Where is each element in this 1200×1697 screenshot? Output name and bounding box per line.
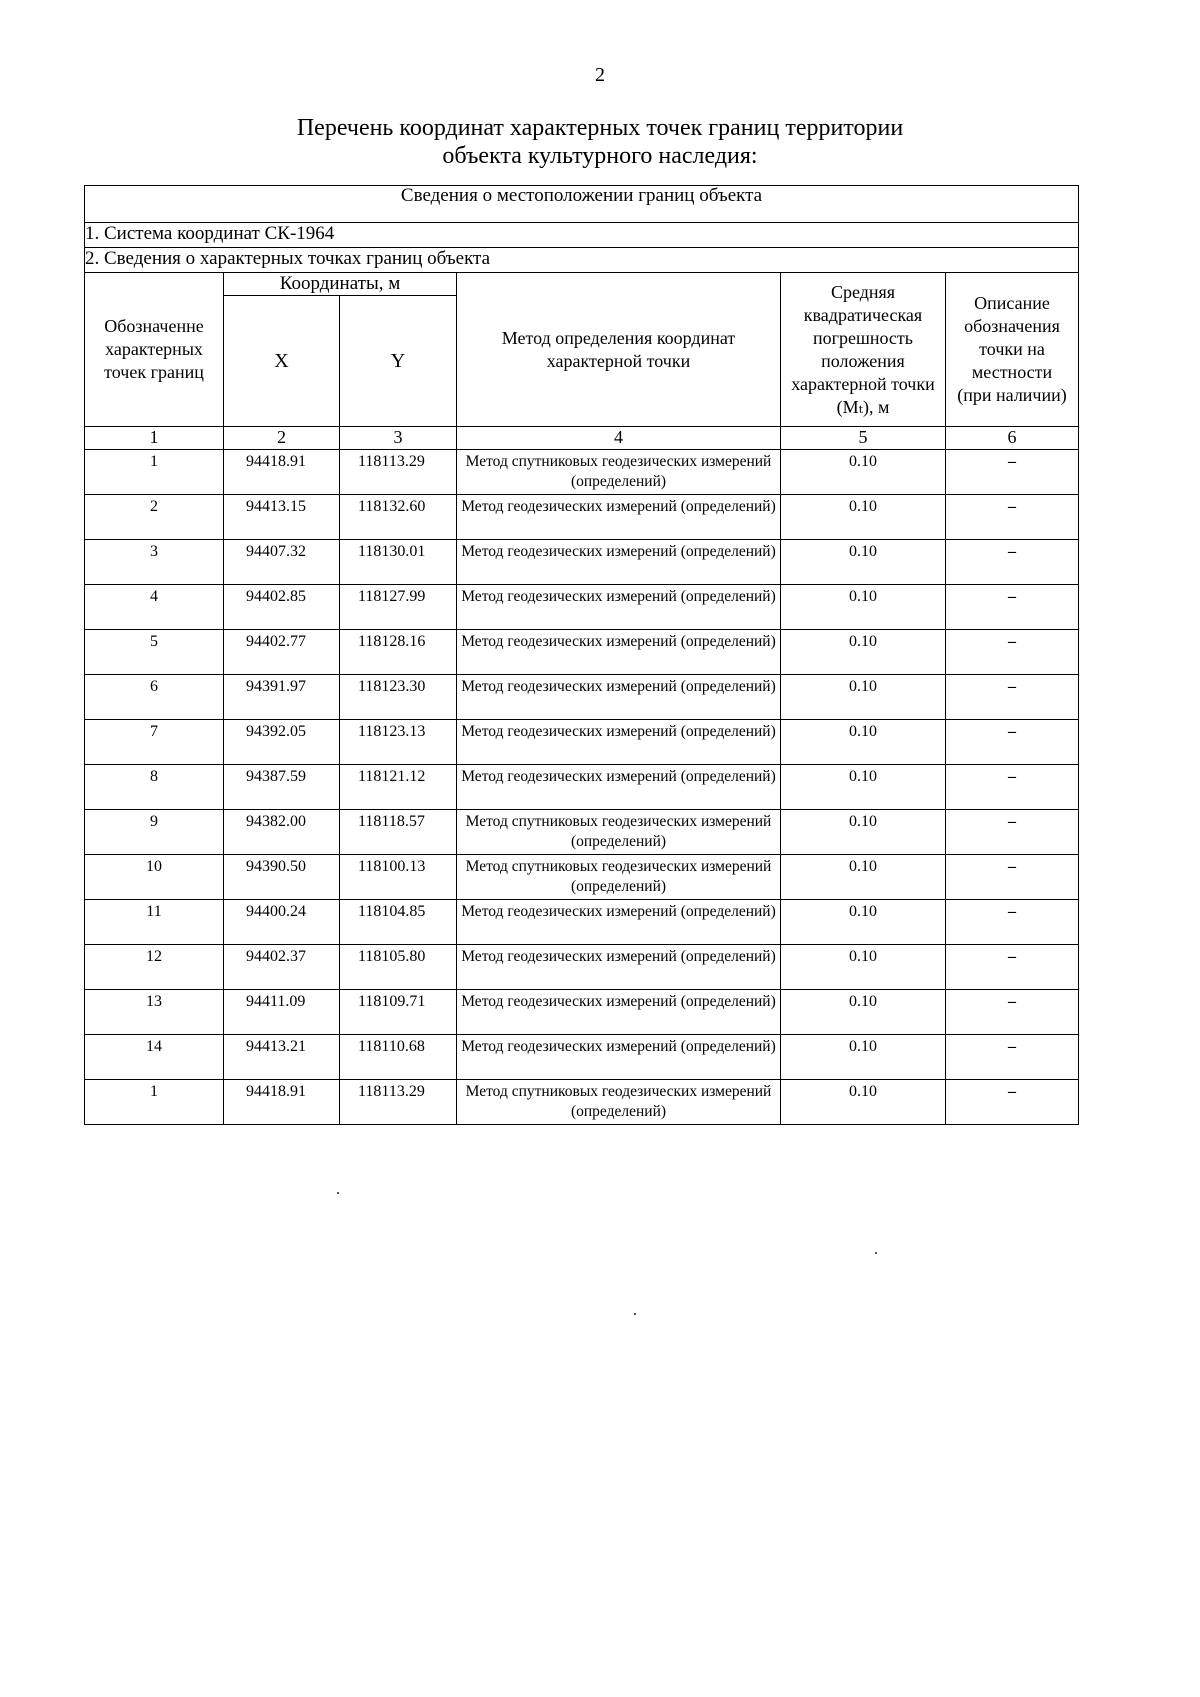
cell-y: 118121.12 [340,765,457,810]
table-row [85,720,1079,765]
header-coordinates: Координаты, м [224,273,457,296]
header-method: Метод определения координат характерной точки [457,273,781,427]
cell-error: 0.10 [781,855,946,900]
cell-error: 0.10 [781,765,946,810]
section-title: Сведения о местоположении границ объекта [85,186,1079,223]
cell-description: – [946,810,1079,855]
cell-description: – [946,540,1079,585]
cell-x: 94390.50 [224,855,340,900]
table-row [85,855,1079,900]
cell-x: 94391.97 [224,675,340,720]
cell-method: Метод геодезических измерений (определений) [457,720,781,765]
cell-description: – [946,1035,1079,1080]
column-number: 3 [340,427,457,450]
scan-speck [634,1313,636,1315]
cell-x: 94407.32 [224,540,340,585]
cell-description: – [946,855,1079,900]
cell-y: 118132.60 [340,495,457,540]
table-row [85,810,1079,855]
table-row [85,765,1079,810]
table-row [85,1035,1079,1080]
header-y: Y [340,296,457,427]
table-row [85,675,1079,720]
header-point-designation: Обозначенне характерных точек границ [85,273,224,427]
cell-point: 9 [85,810,224,855]
cell-x: 94387.59 [224,765,340,810]
scan-speck [337,1192,339,1194]
cell-method: Метод геодезических измерений (определений) [457,630,781,675]
page-number: 2 [595,64,605,86]
cell-error: 0.10 [781,675,946,720]
cell-description: – [946,675,1079,720]
table-row [85,990,1079,1035]
cell-point: 8 [85,765,224,810]
cell-y: 118113.29 [340,450,457,495]
cell-error: 0.10 [781,810,946,855]
cell-error: 0.10 [781,630,946,675]
cell-x: 94413.21 [224,1035,340,1080]
cell-x: 94400.24 [224,900,340,945]
table-row [85,540,1079,585]
cell-error: 0.10 [781,720,946,765]
table-row [85,1080,1079,1125]
cell-point: 7 [85,720,224,765]
cell-x: 94411.09 [224,990,340,1035]
cell-description: – [946,495,1079,540]
cell-description: – [946,945,1079,990]
cell-description: – [946,900,1079,945]
cell-point: 4 [85,585,224,630]
cell-method: Метод геодезических измерений (определений) [457,540,781,585]
table-row [85,630,1079,675]
column-number: 6 [946,427,1079,450]
cell-x: 94402.37 [224,945,340,990]
cell-x: 94402.85 [224,585,340,630]
cell-error: 0.10 [781,1035,946,1080]
table-row [85,900,1079,945]
scan-speck [875,1252,877,1254]
cell-description: – [946,990,1079,1035]
cell-point: 6 [85,675,224,720]
cell-method: Метод спутниковых геодезических измерений (определений) [457,1080,781,1125]
cell-method: Метод геодезических измерений (определений) [457,585,781,630]
cell-method: Метод геодезических измерений (определений) [457,945,781,990]
cell-x: 94392.05 [224,720,340,765]
cell-point: 11 [85,900,224,945]
cell-method: Метод геодезических измерений (определений) [457,1035,781,1080]
cell-y: 118110.68 [340,1035,457,1080]
cell-point: 5 [85,630,224,675]
cell-method: Метод спутниковых геодезических измерений (определений) [457,855,781,900]
table-row [85,495,1079,540]
cell-error: 0.10 [781,540,946,585]
cell-description: – [946,585,1079,630]
cell-y: 118109.71 [340,990,457,1035]
cell-error: 0.10 [781,900,946,945]
cell-x: 94382.00 [224,810,340,855]
cell-y: 118100.13 [340,855,457,900]
cell-description: – [946,450,1079,495]
cell-point: 10 [85,855,224,900]
cell-y: 118113.29 [340,1080,457,1125]
cell-point: 3 [85,540,224,585]
cell-y: 118130.01 [340,540,457,585]
cell-method: Метод спутниковых геодезических измерений (определений) [457,810,781,855]
cell-point: 12 [85,945,224,990]
cell-method: Метод геодезических измерений (определений) [457,675,781,720]
column-number: 1 [85,427,224,450]
cell-error: 0.10 [781,945,946,990]
cell-y: 118105.80 [340,945,457,990]
cell-point: 2 [85,495,224,540]
cell-description: – [946,720,1079,765]
table-row [85,585,1079,630]
document-title-line-2: объекта культурного наследия: [442,143,758,169]
column-number: 4 [457,427,781,450]
cell-y: 118118.57 [340,810,457,855]
header-description: Описание обозначения точки на местности (при наличии) [946,273,1079,427]
cell-method: Метод геодезических измерений (определений) [457,495,781,540]
cell-method: Метод геодезических измерений (определений) [457,765,781,810]
table-row [85,945,1079,990]
cell-y: 118123.30 [340,675,457,720]
cell-error: 0.10 [781,1080,946,1125]
cell-description: – [946,1080,1079,1125]
cell-y: 118123.13 [340,720,457,765]
cell-error: 0.10 [781,495,946,540]
cell-point: 13 [85,990,224,1035]
cell-description: – [946,630,1079,675]
coordinate-system: 1. Система координат СК-1964 [85,223,1079,248]
cell-method: Метод геодезических измерений (определений) [457,900,781,945]
cell-method: Метод геодезических измерений (определений) [457,990,781,1035]
document-title-line-1: Перечень координат характерных точек границ территории [296,115,904,141]
header-error: Средняя квадратическая погрешность положения характерной точки (Mₜ), м [781,273,946,427]
coordinates-table [84,185,1079,1125]
cell-point: 14 [85,1035,224,1080]
column-number: 2 [224,427,340,450]
cell-x: 94418.91 [224,1080,340,1125]
cell-x: 94418.91 [224,450,340,495]
points-info-heading: 2. Сведения о характерных точках границ объекта [85,248,1079,273]
cell-error: 0.10 [781,585,946,630]
cell-x: 94402.77 [224,630,340,675]
column-number: 5 [781,427,946,450]
cell-y: 118127.99 [340,585,457,630]
cell-error: 0.10 [781,450,946,495]
cell-y: 118128.16 [340,630,457,675]
document-title [0,114,1200,170]
cell-point: 1 [85,450,224,495]
cell-y: 118104.85 [340,900,457,945]
cell-error: 0.10 [781,990,946,1035]
cell-point: 1 [85,1080,224,1125]
cell-x: 94413.15 [224,495,340,540]
cell-method: Метод спутниковых геодезических измерений (определений) [457,450,781,495]
table-row [85,450,1079,495]
cell-description: – [946,765,1079,810]
header-x: X [224,296,340,427]
